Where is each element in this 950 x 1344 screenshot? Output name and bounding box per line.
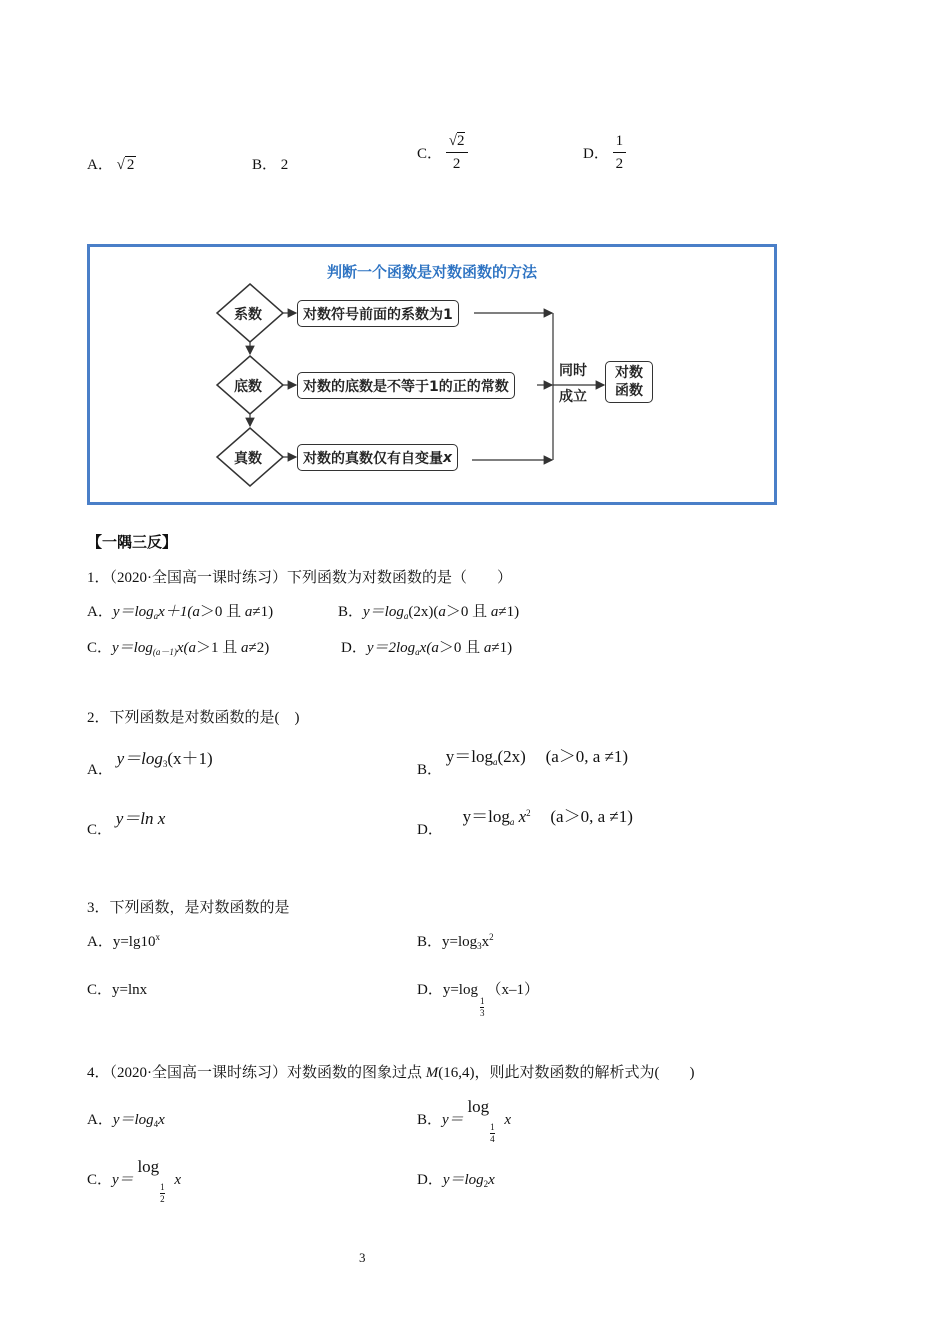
result-box <box>605 361 653 403</box>
expr: y=log <box>442 934 478 950</box>
log-base: (a－1) <box>152 647 177 657</box>
q1-option-d <box>341 636 512 657</box>
var: a <box>244 604 253 620</box>
condition-box-3 <box>297 444 458 471</box>
fraction-numerator: 1 <box>160 1182 165 1192</box>
section-title: 【一隅三反】 <box>87 533 178 551</box>
exponent: 2 <box>526 808 531 818</box>
q1-option-c <box>87 636 269 658</box>
q4-option-d <box>417 1168 495 1189</box>
radicand: 2 <box>457 133 465 149</box>
expr: y=lnx <box>112 982 148 998</box>
expr-part: y＝log <box>116 749 163 768</box>
expr: ＞0 且 <box>438 640 484 656</box>
expr: y＝ <box>442 1112 464 1128</box>
expr: ≠2) <box>248 640 270 656</box>
q3-option-c <box>87 978 147 999</box>
fraction-numerator: √2 <box>446 130 468 153</box>
option-label: C． <box>87 1172 113 1188</box>
q4-stem <box>87 1061 694 1082</box>
expr <box>446 747 526 766</box>
expr: x＋1( <box>158 604 193 620</box>
expr: y＝log <box>112 604 154 620</box>
option-label: D． <box>417 1172 443 1188</box>
q4-option-c <box>87 1157 182 1205</box>
expr: ＞1 且 <box>196 640 242 656</box>
var: a <box>192 604 200 620</box>
point-label: M <box>425 1065 439 1081</box>
var: x <box>488 1172 495 1188</box>
diamond-2-label: 底数 <box>234 379 262 395</box>
condition-variable: x <box>443 449 453 466</box>
q3-option-b <box>417 930 494 951</box>
var: x <box>504 1112 512 1128</box>
expr: y=log <box>442 982 478 998</box>
option-label: A． <box>87 934 113 950</box>
top-option-b <box>252 153 288 174</box>
var: x <box>174 1172 182 1188</box>
exponent: x <box>155 932 160 942</box>
option-value: 2 <box>280 157 289 173</box>
option-label: C． <box>87 822 113 838</box>
expr: x( <box>419 640 432 656</box>
option-label: C． <box>417 146 443 162</box>
condition-box-1 <box>297 300 459 327</box>
condition: (a＞0, a ≠1) <box>550 807 633 826</box>
log-base: a <box>415 647 420 657</box>
q3-option-d <box>417 978 539 1019</box>
var: a <box>241 640 249 656</box>
exponent: 2 <box>489 932 494 942</box>
var: x <box>518 807 527 826</box>
option-label: B． <box>417 1112 443 1128</box>
option-label: D． <box>341 640 367 656</box>
expr: （x–1） <box>486 982 539 998</box>
sqrt-expression: √ 2 <box>116 157 135 173</box>
expr: ＞0 且 <box>445 604 491 620</box>
expr: y=lg10 <box>112 934 156 950</box>
join-label-line1: 同时 <box>559 363 587 379</box>
radicand: 2 <box>126 157 135 173</box>
top-option-a <box>87 153 136 174</box>
fraction <box>613 130 627 175</box>
var: a <box>483 640 492 656</box>
expr: y＝log <box>112 640 153 656</box>
var: a <box>490 604 499 620</box>
q3-option-a <box>87 930 160 951</box>
q2-option-a <box>87 744 213 778</box>
diamond-3-label: 真数 <box>234 451 262 467</box>
var: a <box>438 604 446 620</box>
diamond-1-label: 系数 <box>234 307 262 323</box>
log-base-fraction <box>490 1122 495 1145</box>
condition: (a＞0, a ≠1) <box>545 747 629 766</box>
log-base: a <box>153 611 159 621</box>
condition-text: 对数的真数仅有自变量 <box>303 450 443 467</box>
stem-text: (16,4)，则此对数函数的解析式为( ) <box>438 1065 695 1081</box>
fraction-numerator: 1 <box>613 130 627 153</box>
log-base-fraction <box>160 1182 165 1205</box>
expr <box>117 749 213 768</box>
log-base-fraction <box>480 996 485 1019</box>
expr <box>463 807 531 826</box>
condition-text: 对数符号前面的系数为1 <box>303 306 453 323</box>
fraction-denominator: 3 <box>479 1008 485 1018</box>
option-label: D． <box>417 822 443 838</box>
expr: ＞0 且 <box>199 604 245 620</box>
expr: y＝ln x <box>115 809 166 828</box>
q4-option-a <box>87 1108 165 1129</box>
fraction-denominator: 2 <box>452 156 461 172</box>
expr: x( <box>176 640 189 656</box>
expr-part: (2x) <box>497 747 526 766</box>
log-word: log <box>467 1097 490 1116</box>
condition-text: 对数的底数是不等于1的正的常数 <box>303 378 509 395</box>
fraction-numerator: 1 <box>479 996 485 1006</box>
fraction-denominator: 4 <box>490 1134 495 1144</box>
expr: y＝log <box>442 1172 484 1188</box>
fraction-denominator: 2 <box>615 156 624 172</box>
expr-part: y＝log <box>445 747 493 766</box>
fraction-numerator: 1 <box>490 1122 495 1132</box>
expr: (2x)( <box>408 604 439 620</box>
method-box <box>87 244 777 505</box>
var: x <box>481 934 490 950</box>
option-label: A． <box>87 157 113 173</box>
expr: ≠1) <box>252 604 274 620</box>
option-label: A． <box>87 762 113 778</box>
log-base: a <box>403 611 409 621</box>
option-label: B． <box>417 934 443 950</box>
option-label: C． <box>87 982 113 998</box>
method-box-title: 判断一个函数是对数函数的方法 <box>326 263 537 281</box>
q2-stem: 2．下列函数是对数函数的是( ) <box>87 710 300 726</box>
option-label: B． <box>417 762 443 778</box>
log-base: 2 <box>483 1179 489 1189</box>
option-label: D． <box>583 146 609 162</box>
result-text-line1: 对数 <box>615 365 643 381</box>
expr: ≠1) <box>491 640 513 656</box>
expr: y＝2log <box>366 640 416 656</box>
join-label-line2: 成立 <box>559 389 587 405</box>
log-base: 4 <box>153 1119 159 1129</box>
expr: y＝log <box>363 604 404 620</box>
q1-stem: 1．（2020·全国高一课时练习）下列函数为对数函数的是（ ） <box>87 570 512 586</box>
option-label: C． <box>87 640 113 656</box>
expr: ≠1) <box>498 604 520 620</box>
expr: y＝log <box>112 1112 154 1128</box>
option-label: D． <box>417 982 443 998</box>
var: a <box>431 640 439 656</box>
var: a <box>188 640 196 656</box>
option-label: B． <box>252 157 278 173</box>
q2-option-d <box>417 802 633 838</box>
condition-box-2 <box>297 372 515 399</box>
q2-option-b <box>417 742 629 778</box>
result-text-line2: 函数 <box>615 383 643 399</box>
fraction <box>446 130 468 175</box>
stem-text: 4．（2020·全国高一课时练习）对数函数的图象过点 <box>87 1065 426 1081</box>
var: x <box>158 1112 165 1128</box>
log-base: a <box>509 817 515 827</box>
q1-option-a <box>87 600 273 621</box>
q4-option-b <box>417 1097 512 1145</box>
q1-option-b <box>338 600 519 621</box>
log-word: log <box>137 1157 160 1176</box>
log-base: 3 <box>162 759 168 769</box>
log-base: a <box>493 757 498 767</box>
expr-part: (x＋1) <box>167 749 213 768</box>
log-base: 3 <box>477 941 482 951</box>
option-label: A． <box>87 604 113 620</box>
expr: y＝ <box>112 1172 134 1188</box>
fraction-denominator: 2 <box>160 1194 165 1204</box>
expr-part: y＝log <box>462 807 510 826</box>
page-number: 3 <box>359 1250 366 1265</box>
top-option-c <box>417 130 468 175</box>
q3-stem: 3．下列函数，是对数函数的是 <box>87 900 290 916</box>
option-label: A． <box>87 1112 113 1128</box>
q2-option-c <box>87 804 166 838</box>
top-option-d <box>583 130 626 175</box>
option-label: B． <box>338 604 364 620</box>
